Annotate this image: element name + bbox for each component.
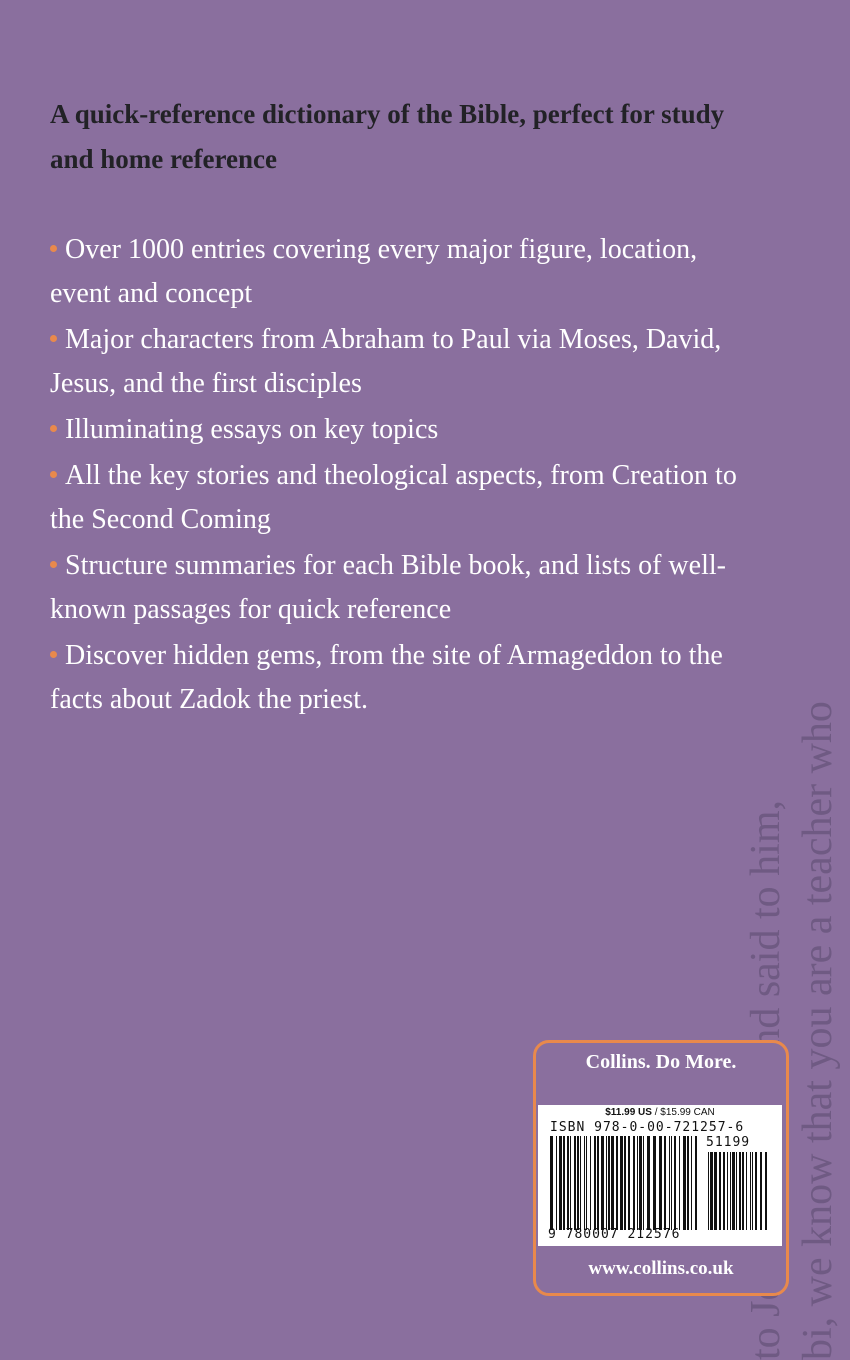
feature-item [50,634,750,722]
barcode-box [538,1105,782,1246]
barcode-bar [647,1136,650,1230]
price-us: $11.99 US [605,1107,652,1118]
barcode-bar [611,1136,614,1230]
barcode-bar [750,1152,751,1230]
barcode-bar [695,1136,697,1230]
website-link[interactable]: www.collins.co.uk [588,1258,734,1279]
watermark-line-2: bi, we know that you are a teacher who [795,701,841,1360]
barcode-bar [760,1152,762,1230]
isbn-number: ISBN 978-0-00-721257-6 [550,1120,745,1135]
feature-text: Illuminating essays on key topics [65,414,439,445]
barcode-bar [674,1136,676,1230]
feature-item [50,228,750,316]
bullet-dot-icon [50,471,57,478]
barcode-bar [669,1136,670,1230]
feature-list [50,228,750,724]
barcode-bar [755,1152,757,1230]
barcode-bar [659,1136,662,1230]
barcode-icon [550,1136,700,1230]
feature-text: Discover hidden gems, from the site of Armageddon to the facts about Zadok the priest. [50,640,723,715]
barcode-bar [683,1136,686,1230]
barcode-bar [746,1152,747,1230]
barcode-bar [752,1152,753,1230]
barcode-bar [628,1136,630,1230]
barcode-bar [606,1136,607,1230]
barcode-bar [563,1136,565,1230]
barcode-bar [570,1136,571,1230]
barcode-panel [533,1040,789,1296]
barcode-bar [567,1136,569,1230]
barcode-bar [556,1136,557,1230]
feature-text: Major characters from Abraham to Paul via Moses, David, Jesus, and the first disciples [50,324,722,399]
bullet-dot-icon [50,335,57,342]
barcode-bar [639,1136,642,1230]
barcode-bar [601,1136,604,1230]
feature-text: Over 1000 entries covering every major figure, location, event and concept [50,234,698,309]
bullet-dot-icon [50,245,57,252]
feature-text: Structure summaries for each Bible book, and lists of well-known passages for quick reference [50,550,726,625]
barcode-bar [742,1152,744,1230]
bullet-dot-icon [50,561,57,568]
barcode-bar [708,1152,709,1230]
barcode-bar [586,1136,587,1230]
barcode-bar [732,1152,735,1230]
barcode-bar [633,1136,635,1230]
barcode-bar [637,1136,638,1230]
barcode-bar [765,1152,767,1230]
publisher-imprint: Collins. Do More. [585,1051,737,1073]
feature-item [50,408,750,452]
price-line: $11.99 US / $15.99 CAN [605,1107,715,1118]
barcode-bar [550,1136,553,1230]
barcode-bar [719,1152,721,1230]
feature-item [50,318,750,406]
price-can: $15.99 CAN [660,1107,715,1118]
bullet-dot-icon [50,651,57,658]
barcode-bar [664,1136,666,1230]
feature-text: All the key stories and theological aspects, from Creation to the Second Coming [50,460,737,535]
ean-digits: 9 780007 212576 [548,1227,681,1242]
barcode-bar [597,1136,599,1230]
barcode-bar [736,1152,737,1230]
barcode-bar [643,1136,644,1230]
addon-barcode-icon [708,1152,768,1230]
barcode-bar [608,1136,610,1230]
barcode-bar [723,1152,725,1230]
barcode-bar [559,1136,562,1230]
barcode-bar [671,1136,672,1230]
barcode-bar [727,1152,728,1230]
barcode-bar [616,1136,618,1230]
feature-item [50,544,750,632]
cover-tagline: A quick-reference dictionary of the Bible, perfect for study and home reference [50,99,725,174]
barcode-bar [687,1136,689,1230]
barcode-bar [584,1136,585,1230]
feature-item [50,454,750,542]
barcode-bar [739,1152,741,1230]
barcode-bar [653,1136,656,1230]
barcode-bar [580,1136,581,1230]
barcode-bar [590,1136,591,1230]
barcode-bar [730,1152,731,1230]
barcode-bar [624,1136,626,1230]
barcode-bar [714,1152,717,1230]
barcode-bar [620,1136,623,1230]
barcode-bar [679,1136,680,1230]
bullet-dot-icon [50,425,57,432]
barcode-bar [710,1152,713,1230]
barcode-bar [594,1136,596,1230]
barcode-bar [577,1136,579,1230]
addon-code: 51199 [706,1135,751,1150]
barcode-bar [691,1136,692,1230]
barcode-bar [574,1136,576,1230]
